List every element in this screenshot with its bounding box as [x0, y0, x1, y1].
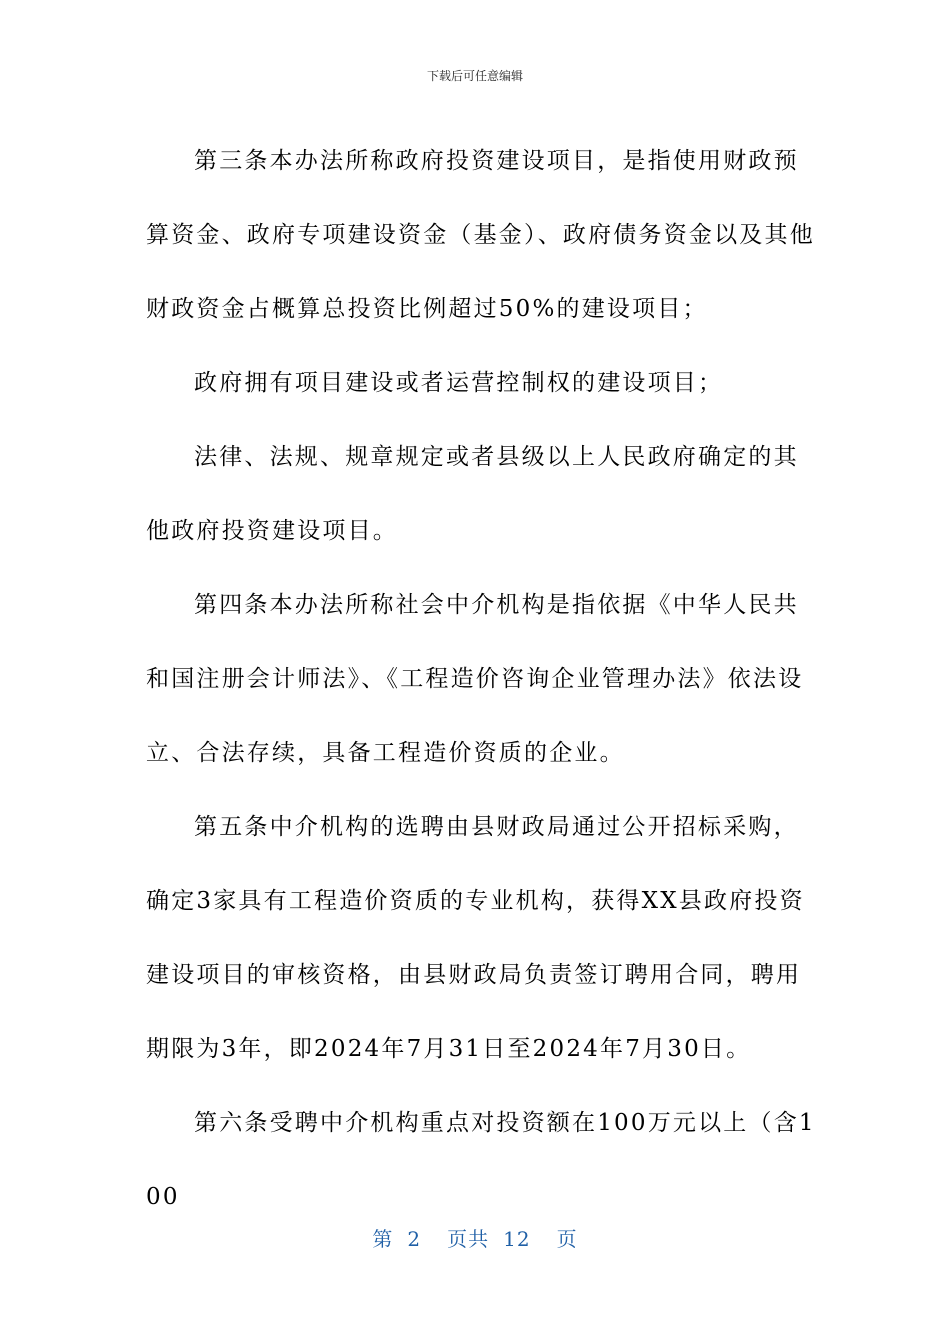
page-suffix: 页 [556, 1227, 578, 1251]
paragraph-article-3: 第三条本办法所称政府投资建设项目，是指使用财政预算资金、政府专项建设资金（基金）、政府债务资金以及其他财政资金占概算总投资比例超过50%的建设项目； [146, 148, 815, 322]
paragraph-article-6: 第六条受聘中介机构重点对投资额在100万元以上（含100 [146, 1110, 816, 1210]
header-note: 下载后可任意编辑 [426, 69, 523, 83]
paragraph-article-4: 第四条本办法所称社会中介机构是指依据《中华人民共和国注册会计师法》、《工程造价咨询企业管理办法》依法设立、合法存续，具备工程造价资质的企业。 [146, 592, 804, 766]
page-prefix: 第 [372, 1227, 394, 1251]
paragraph-other-projects: 法律、法规、规章规定或者县级以上人民政府确定的其他政府投资建设项目。 [146, 444, 799, 544]
page-footer [0, 1226, 950, 1252]
paragraph-article-5: 第五条中介机构的选聘由县财政局通过公开招标采购，确定3家具有工程造价资质的专业机构，获得XX县政府投资建设项目的审核资格，由县财政局负责签订聘用合同，聘用期限为3年，即2024年7月31日至2024年7月30日。 [146, 814, 805, 1062]
total-pages-number: 12 [503, 1227, 531, 1251]
current-page-number: 2 [407, 1227, 422, 1251]
page-middle-text: 页共 [447, 1227, 490, 1251]
paragraph-government-control: 政府拥有项目建设或者运营控制权的建设项目； [194, 370, 724, 396]
document-body [146, 124, 816, 1234]
